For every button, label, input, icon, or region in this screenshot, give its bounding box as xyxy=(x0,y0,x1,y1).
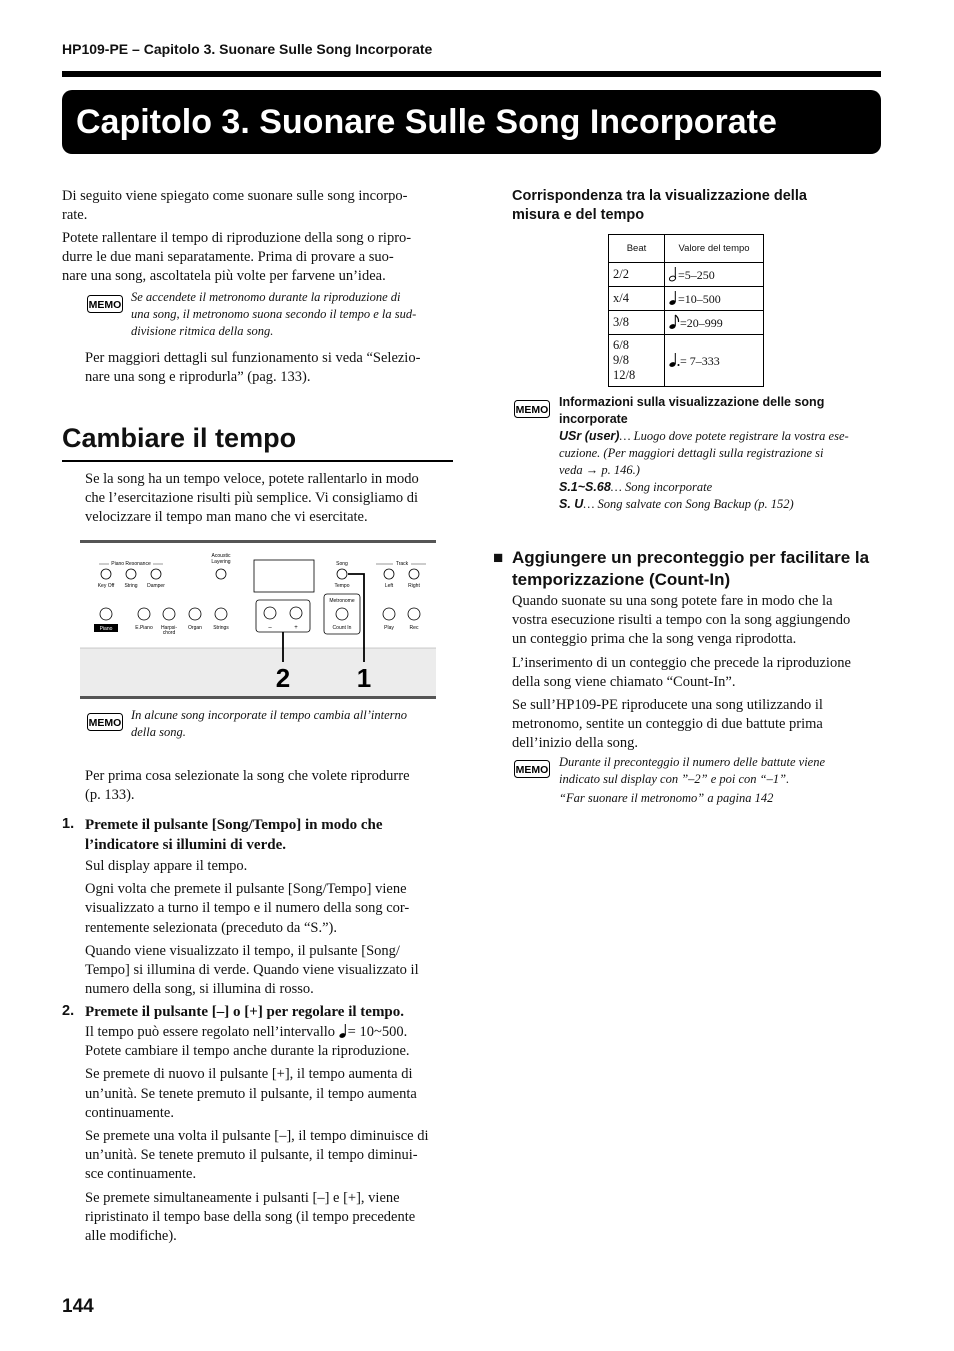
memo-icon xyxy=(514,760,550,778)
panel-piano-label: Piano xyxy=(99,626,113,632)
panel-play-label: Play xyxy=(384,625,394,631)
intro-paragraph-2: Potete rallentare il tempo di riproduzione della song o ripro- durre le due mani separatamente. Prima di provare a suo- nare una song, ascoltatela più volte per farvene un’idea. xyxy=(62,230,412,285)
callout-number-1: 1 xyxy=(356,663,372,693)
memo-note-3: Informazioni sulla visualizzazione delle song incorporate USr (user)… Luogo dove potete registrare la vostra ese- cuzione. (Per maggiori dettagli sulla registrazione si veda → p. 146.) S.1~S.68… Song incorporate S. U… Song salvate con Song Backup (p. 152) xyxy=(559,395,849,511)
step-1-text: Sul display appare il tempo. Ogni volta che premete il pulsante [Song/Tempo] viene visualizzato a turno il tempo e il numero della song cor- rentemente selezionata (preceduto da “S.”). Quando viene visualizzato il tempo, il pulsante [Song/ Tempo] si illumina di verde. Quando viene visualizzato il numero della song, si illumina di rosso. xyxy=(85,858,419,998)
panel-layering-indicator xyxy=(216,569,226,579)
table-header-value: Valore del tempo xyxy=(665,235,764,263)
section-title-rule xyxy=(62,460,453,462)
panel-rec-button xyxy=(408,608,420,620)
page-number: 144 xyxy=(62,1296,94,1317)
half-note-icon xyxy=(669,266,678,282)
panel-track-right-button xyxy=(409,569,419,579)
panel-minus-button xyxy=(264,607,276,619)
table-cell-value: =5–250 xyxy=(665,263,764,287)
memo-note-1: Se accendete il metronomo durante la riproduzione di una song, il metronomo suona secondo il tempo e la sud- divisione ritmica della song. xyxy=(131,290,417,338)
panel-organ-button xyxy=(189,608,201,620)
panel-display xyxy=(254,560,314,592)
table-cell-value: =10–500 xyxy=(665,287,764,311)
step-1-title: Premete il pulsante [Song/Tempo] in modo che l’indicatore si illumini di verde. xyxy=(85,817,383,853)
header-rule xyxy=(62,71,881,77)
step-2-text: Il tempo può essere regolato nell’intervallo = 10~500. Potete cambiare il tempo anche durante la riproduzione. Se premete di nuovo il pulsante [+], il tempo aumenta di un’unità. Se tenete premuto il pulsante, il tempo aumenta continuamente. Se premete una volta il pulsante [–], il tempo diminuisce di un’unità. Se tenete premuto il pulsante, il tempo diminui- sce continuamente. Se premete simultaneamente i pulsanti [–] e [+], viene ripristinato il tempo base della song (il tempo precedente alle modifiche). xyxy=(85,1024,429,1245)
table-row xyxy=(609,311,764,335)
panel-piano-resonance-label: Piano Resonance xyxy=(111,561,151,567)
panel-play-button xyxy=(383,608,395,620)
panel-right-label: Right xyxy=(408,583,420,589)
panel-harpsichord-label-2: chord xyxy=(162,630,176,636)
panel-epiano-button xyxy=(138,608,150,620)
panel-illustration xyxy=(80,540,436,700)
panel-plus-button xyxy=(290,607,302,619)
panel-harpsichord-label-1: Harpsi- xyxy=(160,625,178,631)
callout-number-2: 2 xyxy=(275,663,291,693)
panel-layering-label: Layering xyxy=(211,559,231,565)
panel-plus-label: + xyxy=(294,625,298,631)
table-cell-value: =20–999 xyxy=(665,311,764,335)
countin-title: Aggiungere un preconteggio per facilitare la temporizzazione (Count-In) xyxy=(512,548,870,589)
panel-organ-label: Organ xyxy=(188,625,202,631)
memo-note-2: In alcune song incorporate il tempo cambia all’interno della song. xyxy=(131,708,408,739)
panel-key-off-label: Key Off xyxy=(97,583,115,589)
section-paragraph-1: Se la song ha un tempo veloce, potete rallentarlo in modo che l’esercitazione risulti più semplice. Vi consigliamo di velocizzare il tempo man mano che vi esercitate. xyxy=(85,471,419,526)
tempo-table xyxy=(608,234,764,387)
panel-left-label: Left xyxy=(384,583,394,589)
section-title: Cambiare il tempo xyxy=(62,423,297,453)
running-header: HP109-PE – Capitolo 3. Suonare Sulle Song Incorporate xyxy=(62,41,433,57)
dotted-quarter-note-icon xyxy=(669,352,680,368)
panel-damper-label: Damper xyxy=(147,583,165,589)
panel-metronome-label: Metronome xyxy=(329,598,355,604)
step-2-title: Premete il pulsante [–] o [+] per regolare il tempo. xyxy=(85,1004,405,1020)
intro-paragraph-3: Per maggiori dettagli sul funzionamento si veda “Selezio- nare una song e riprodurla” (pag. 133). xyxy=(85,350,421,386)
quarter-note-icon xyxy=(339,1023,348,1039)
table-row xyxy=(609,335,764,387)
panel-piano-button xyxy=(100,608,112,620)
panel-tempo-label: Tempo xyxy=(334,583,350,589)
memo-icon xyxy=(514,400,550,418)
step-1-number: 1. xyxy=(62,816,75,832)
table-cell-beat: x/4 xyxy=(609,287,665,311)
chapter-title: Capitolo 3. Suonare Sulle Song Incorporate xyxy=(62,90,881,154)
section-paragraph-2: Per prima cosa selezionate la song che volete riprodurre (p. 133). xyxy=(85,768,410,804)
table-header-beat: Beat xyxy=(609,235,665,263)
panel-epiano-label: E.Piano xyxy=(135,625,153,631)
memo-note-4: Durante il preconteggio il numero delle battute viene indicato sul display con ”–2” e poi con “–1”. “Far suonare il metronomo” a pagina 142 xyxy=(559,755,826,805)
panel-rec-label: Rec xyxy=(409,625,419,631)
panel-string-indicator xyxy=(126,569,136,579)
panel-song-tempo-button xyxy=(337,569,347,579)
quarter-note-icon xyxy=(669,290,678,306)
panel-damper-indicator xyxy=(151,569,161,579)
table-cell-beat: 2/2 xyxy=(609,263,665,287)
table-row xyxy=(609,287,764,311)
countin-text: Quando suonate su una song potete fare in modo che la vostra esecuzione risulti a tempo con la song aggiungendo un conteggio prima che la song venga riprodotta. L’inserimento di un conteggio che precede la riproduzione della song viene chiamato “Count-In”. Se sull’HP109-PE riproducete una song utilizzando il metronomo, sentite un conteggio di due battute prima dell’inizio della song. xyxy=(512,593,851,752)
panel-strings-label: Strings xyxy=(213,625,229,631)
panel-strings-button xyxy=(215,608,227,620)
table-cell-beat: 6/8 9/8 12/8 xyxy=(609,335,665,387)
panel-key-off-indicator xyxy=(101,569,111,579)
table-row xyxy=(609,263,764,287)
panel-song-label: Song xyxy=(336,561,348,567)
panel-tempo-buttons-group xyxy=(256,600,310,632)
memo-icon xyxy=(87,295,123,313)
panel-string-label: String xyxy=(124,583,138,589)
intro-paragraph-1: Di seguito viene spiegato come suonare sulle song incorpo- rate. xyxy=(62,188,408,224)
panel-track-left-button xyxy=(384,569,394,579)
step-2-number: 2. xyxy=(62,1003,75,1019)
memo-icon xyxy=(87,713,123,731)
panel-acoustic-label: Acoustic xyxy=(211,553,231,559)
countin-bullet: ■ xyxy=(493,548,504,567)
tempo-table-heading: Corrispondenza tra la visualizzazione della misura e del tempo xyxy=(512,188,807,223)
table-cell-value: = 7–333 xyxy=(665,335,764,387)
panel-track-label: Track xyxy=(395,561,409,567)
panel-metronome-button xyxy=(336,608,348,620)
panel-minus-label: – xyxy=(268,625,272,631)
panel-count-in-label: Count In xyxy=(332,625,352,631)
panel-harpsichord-button xyxy=(163,608,175,620)
table-cell-beat: 3/8 xyxy=(609,311,665,335)
eighth-note-icon xyxy=(669,314,680,330)
